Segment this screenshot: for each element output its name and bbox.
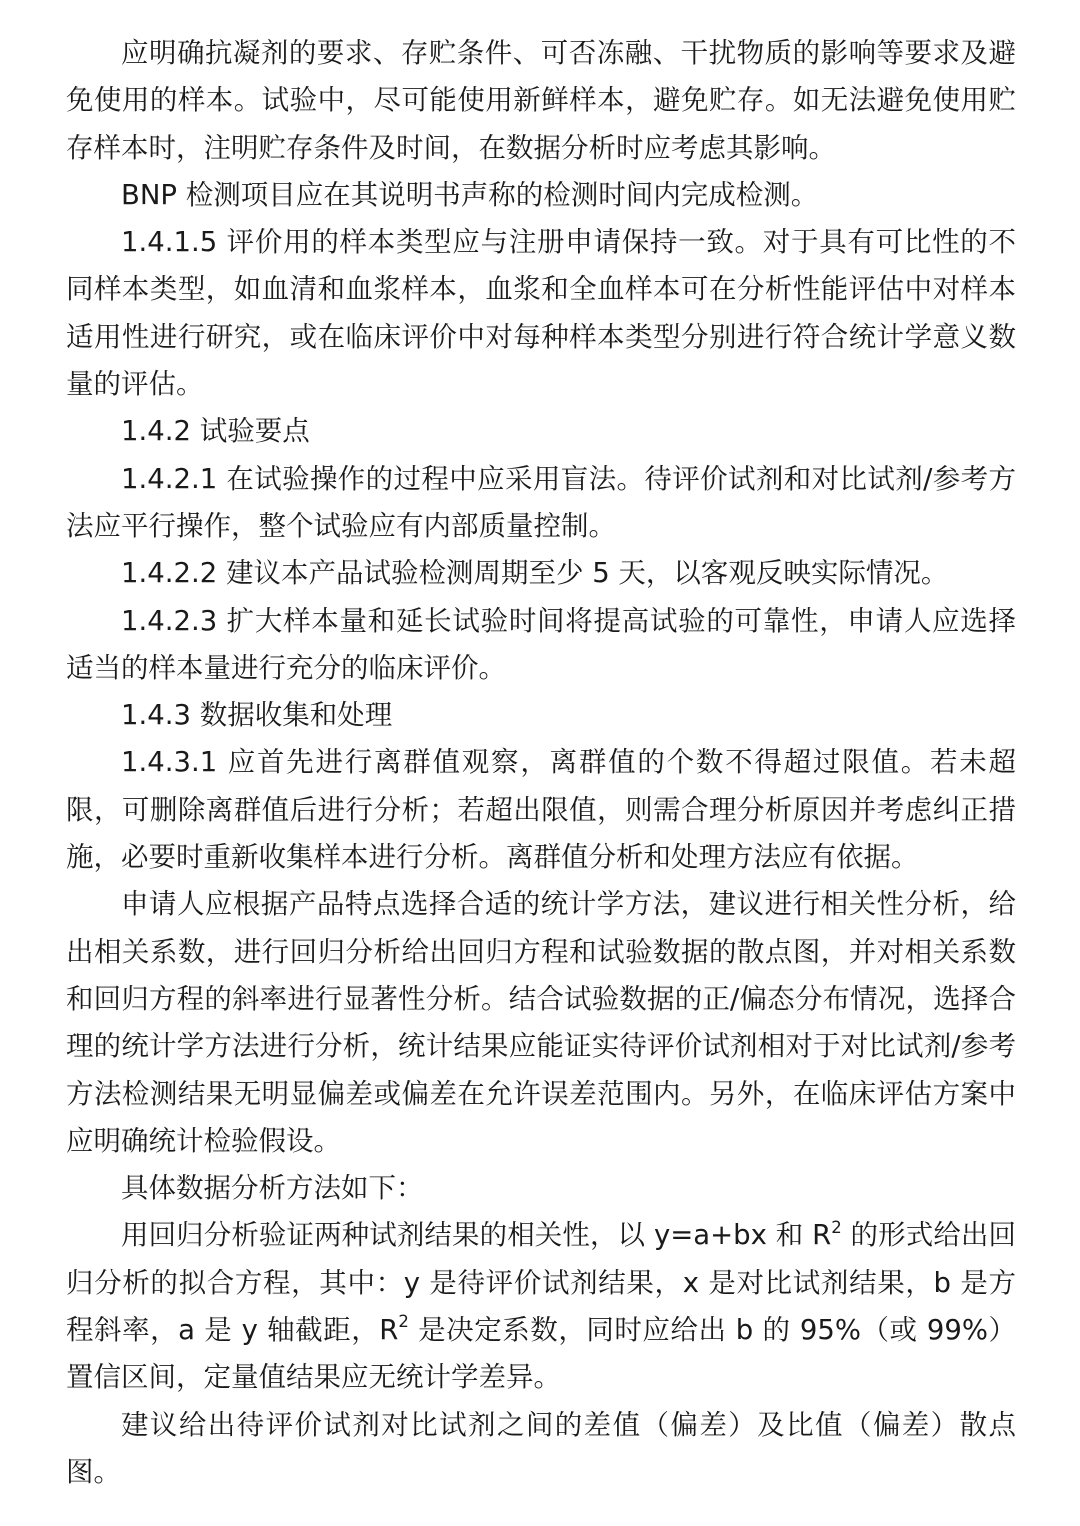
- paragraph-1-4-2-2: 1.4.2.2 建议本产品试验检测周期至少 5 天，以客观反映实际情况。: [121, 557, 949, 590]
- paragraph-regression: [66, 1212, 1016, 1401]
- heading-1-4-3: 1.4.3 数据收集和处理: [121, 699, 393, 732]
- paragraph-analysis-intro: 具体数据分析方法如下：: [121, 1172, 424, 1205]
- heading-1-4-2: 1.4.2 试验要点: [121, 415, 310, 448]
- regression-text-3: 是决定系数，同时应给出 b 的 95%（或 99%）置信区间，定量值结果应无统计学差异。: [66, 1314, 1016, 1394]
- superscript-2: 2: [398, 1312, 409, 1332]
- superscript-2: 2: [831, 1217, 842, 1237]
- paragraph-1-4-3-1: 1.4.3.1 应首先进行离群值观察，离群值的个数不得超过限值。若未超限，可删除离群值后进行分析；若超出限值，则需合理分析原因并考虑纠正措施，必要时重新收集样本进行分析。离群值分析和处理方法应有依据。: [66, 746, 1016, 874]
- regression-text-2: 的形式给出回归分析的拟合方程，其中：y 是待评价试剂结果，x 是对比试剂结果，b 是方程斜率，a 是 y 轴截距，R: [66, 1219, 1016, 1347]
- paragraph-1-4-2-1: 1.4.2.1 在试验操作的过程中应采用盲法。待评价试剂和对比试剂/参考方法应平行操作，整个试验应有内部质量控制。: [66, 462, 1016, 542]
- regression-text-1: 用回归分析验证两种试剂结果的相关性，以 y=a+bx 和 R: [121, 1219, 832, 1252]
- paragraph-1-4-1-5: 1.4.1.5 评价用的样本类型应与注册申请保持一致。对于具有可比性的不同样本类型，如血清和血浆样本，血浆和全血样本可在分析性能评估中对样本适用性进行研究，或在临床评价中对每种样本类型分别进行符合统计学意义数量的评估。: [66, 226, 1016, 401]
- document-page: [66, 30, 1016, 1496]
- paragraph-1-4-2-3: 1.4.2.3 扩大样本量和延长试验时间将提高试验的可靠性，申请人应选择适当的样本量进行充分的临床评价。: [66, 604, 1016, 684]
- paragraph-scatter-plot: 建议给出待评价试剂对比试剂之间的差值（偏差）及比值（偏差）散点图。: [66, 1408, 1016, 1488]
- paragraph-bnp-timing: BNP 检测项目应在其说明书声称的检测时间内完成检测。: [121, 178, 819, 211]
- paragraph-statistics: 申请人应根据产品特点选择合适的统计学方法，建议进行相关性分析，给出相关系数，进行回归分析给出回归方程和试验数据的散点图，并对相关系数和回归方程的斜率进行显著性分析。结合试验数据的正/偏态分布情况，选择合理的统计学方法进行分析，统计结果应能证实待评价试剂相对于对比试剂/参考方法检测结果无明显偏差或偏差在允许误差范围内。另外，在临床评估方案中应明确统计检验假设。: [66, 888, 1016, 1157]
- paragraph-sample-storage: 应明确抗凝剂的要求、存贮条件、可否冻融、干扰物质的影响等要求及避免使用的样本。试验中，尽可能使用新鲜样本，避免贮存。如无法避免使用贮存样本时，注明贮存条件及时间，在数据分析时应考虑其影响。: [66, 37, 1016, 164]
